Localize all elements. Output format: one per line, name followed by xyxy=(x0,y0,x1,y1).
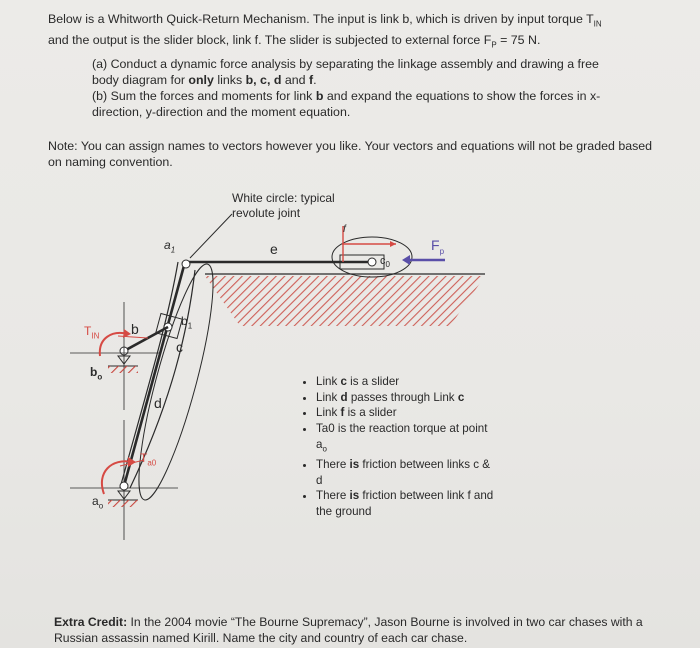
list-item: • There is friction between link f and the ground xyxy=(316,488,498,519)
note-paragraph: Note: You can assign names to vectors however you like. Your vectors and equations will not be graded based on naming convention. xyxy=(48,139,653,169)
list-item: • There is friction between links c & d xyxy=(316,457,498,488)
assumption-list xyxy=(298,374,498,520)
list-item: • Link c is a slider xyxy=(316,374,498,390)
part-b: (b) Sum the forces and moments for link b and expand the equations to show the forces in x-direction, y-direction and the moment equation. xyxy=(92,89,601,119)
label-tin: $T_{IN}$ xyxy=(84,324,100,341)
label-a0: $a_o$ xyxy=(92,494,104,511)
slider-f-outline xyxy=(332,237,412,277)
label-b: b xyxy=(131,321,139,337)
ground-hatch xyxy=(205,276,485,326)
intro-paragraph: Below is a Whitworth Quick-Return Mechanism. The input is link b, which is driven by input torque $T_{IN}$ and the output is the slider block, link f. The slider is subjected to external force $F_P = 75$ N. xyxy=(48,12,602,50)
extra-credit: Extra Credit: In the 2004 movie “The Bourne Supremacy”, Jason Bourne is involved in two car chases with a Russian assassin named Kirill. Name the city and country of each car chase. xyxy=(54,615,643,645)
label-a1: $a_1$ xyxy=(164,238,176,255)
label-fp: $F_p$ xyxy=(431,237,445,256)
list-item: • Link d passes through Link c xyxy=(316,390,498,406)
callout-leader xyxy=(190,214,232,258)
joint-c0 xyxy=(368,258,376,266)
label-b1: $b_1$ xyxy=(181,314,193,331)
label-d: d xyxy=(154,395,162,411)
joint-a0 xyxy=(120,482,128,490)
list-item: • Link f is a slider xyxy=(316,405,498,421)
joint-a1 xyxy=(182,260,190,268)
label-f: f xyxy=(343,224,346,235)
label-ta0: $T_{a0}$ xyxy=(140,451,157,468)
label-c0: $c_0$ xyxy=(380,255,390,270)
list-item: • Ta0 is the reaction torque at point $a_o$ xyxy=(316,421,498,457)
label-c: c xyxy=(176,339,183,355)
label-e: e xyxy=(270,241,278,257)
callout-label: White circle: typical revolute joint xyxy=(232,191,335,220)
part-a: (a) Conduct a dynamic force analysis by separating the linkage assembly and drawing a free body diagram for only links b, c, d and f. xyxy=(92,57,599,87)
label-b0: $b_o$ xyxy=(90,365,103,382)
